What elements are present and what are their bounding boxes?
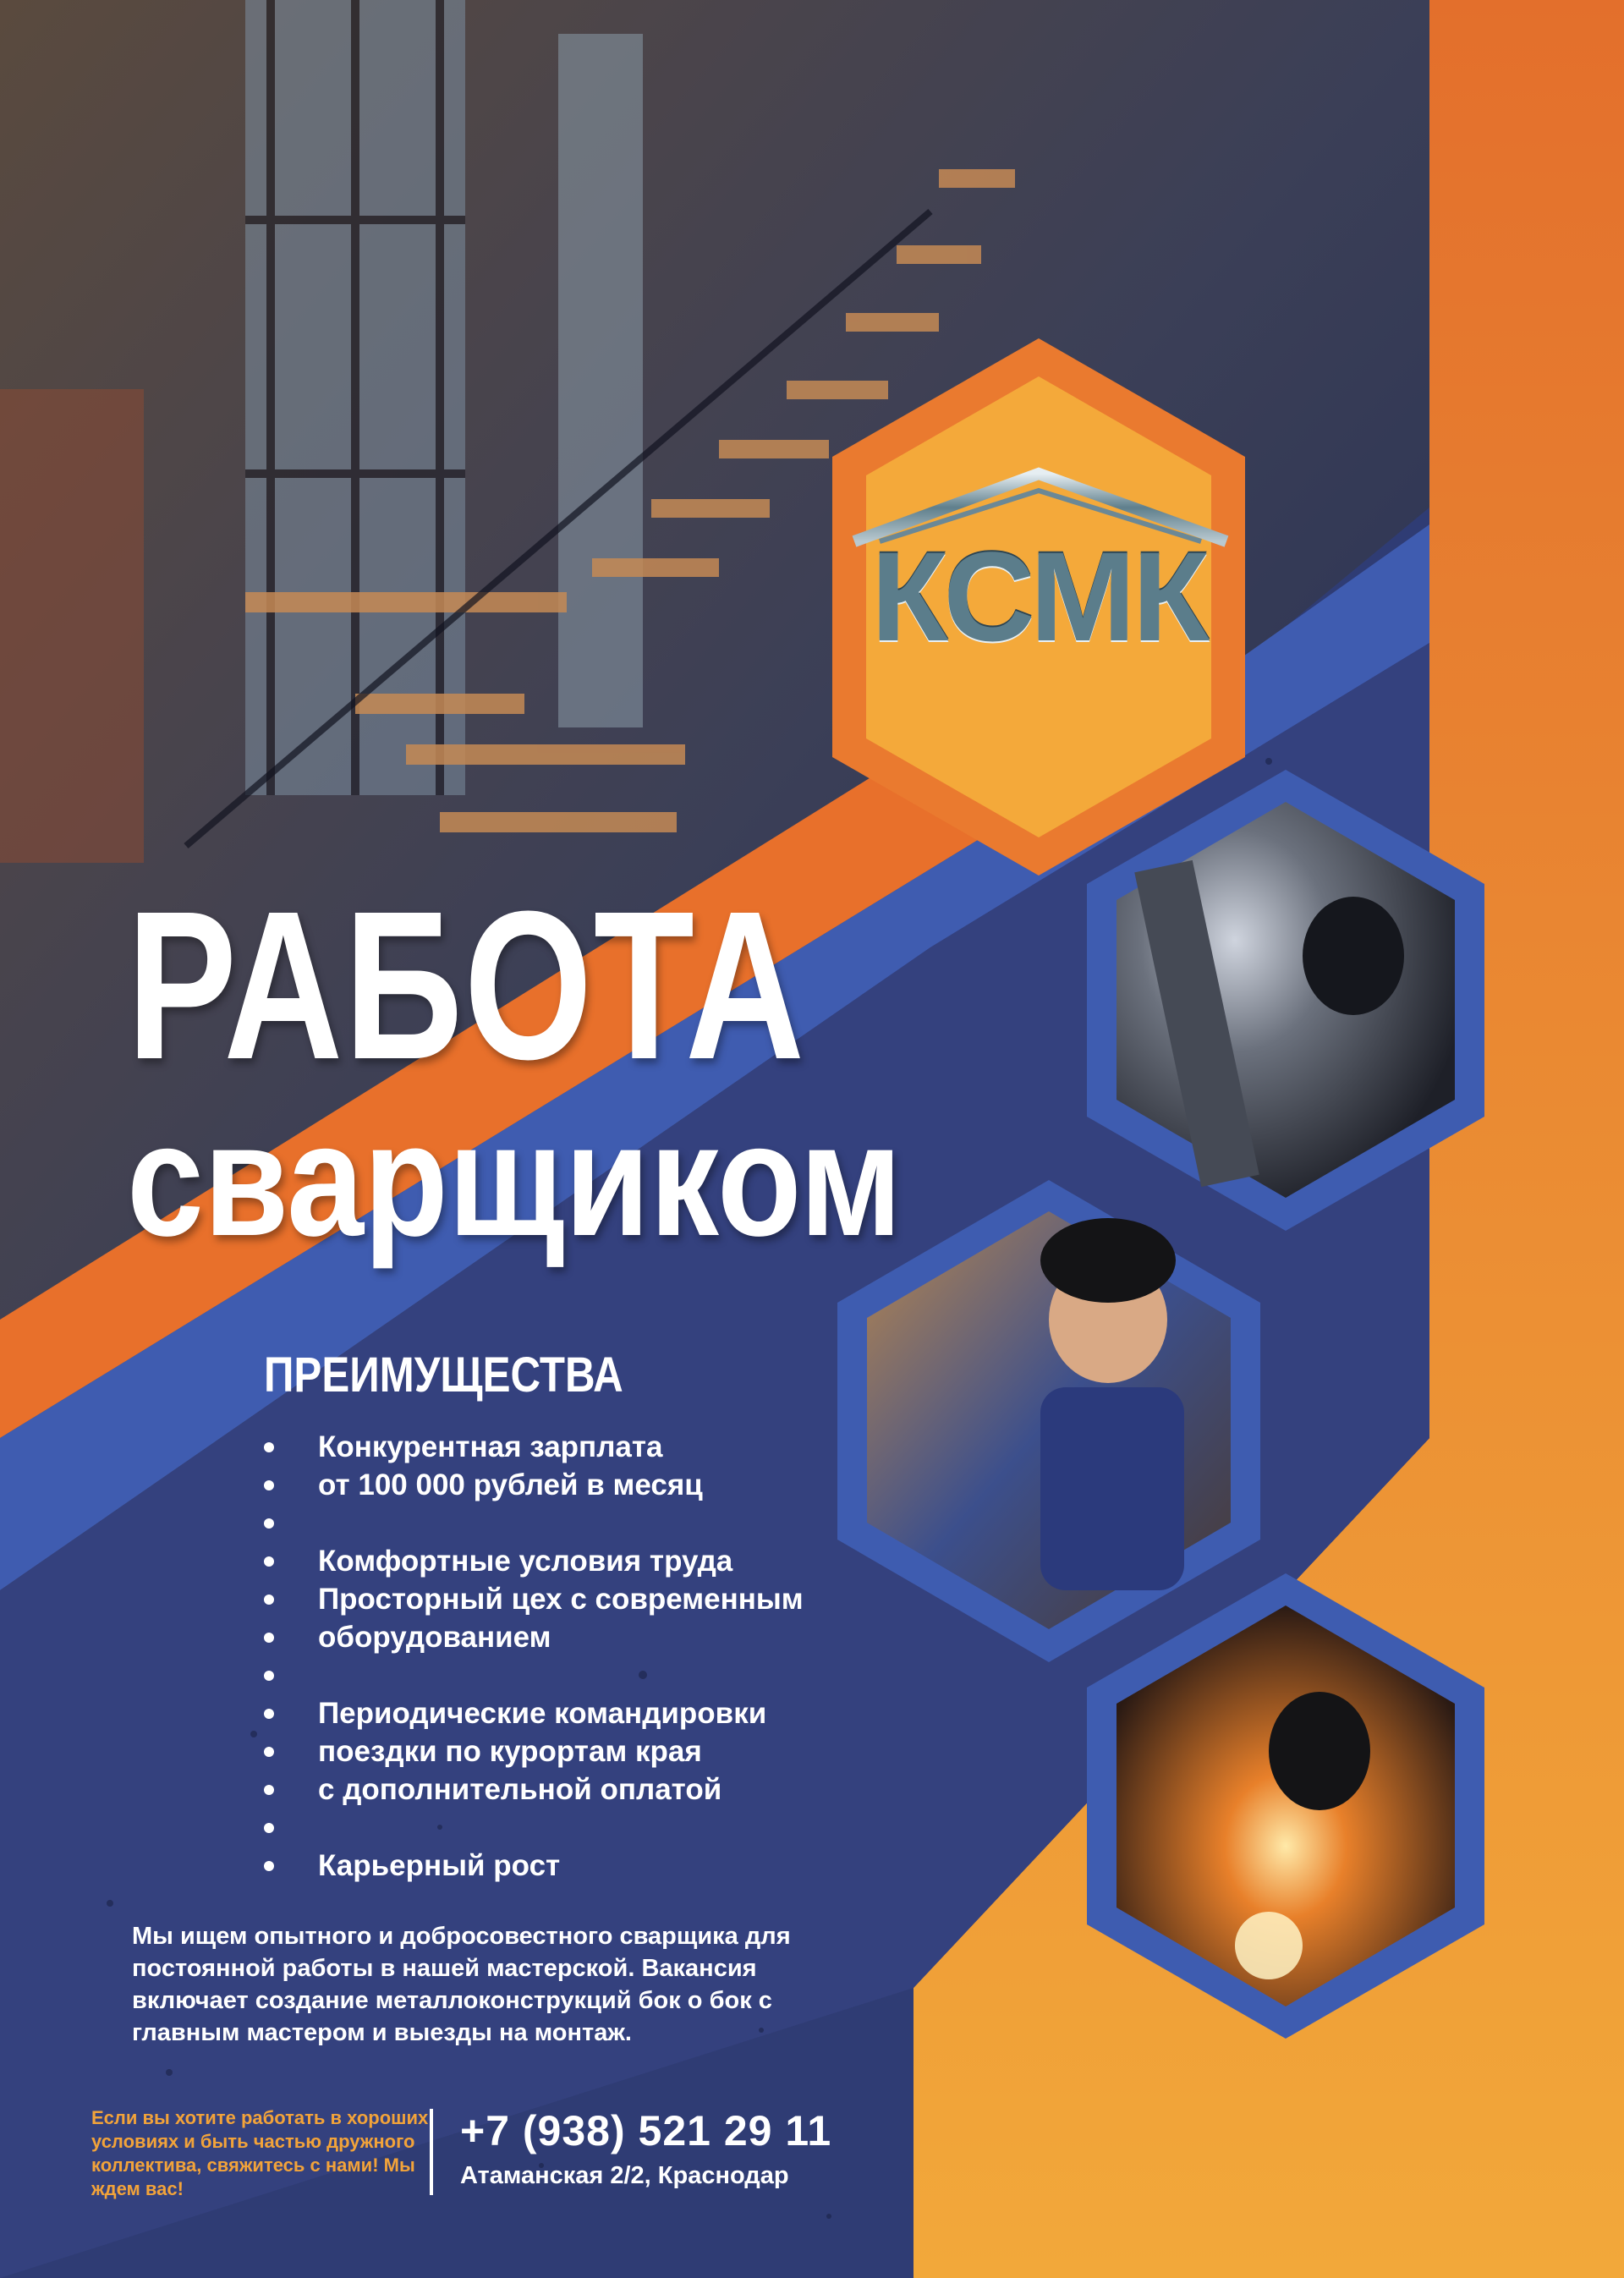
call-to-action: Если вы хотите работать в хороших условиях и быть частью дружного коллектива, свяжитесь с нами! Мы ждем вас! [91, 2107, 429, 2199]
phone-number[interactable]: +7 (938) 521 29 11 [460, 2107, 832, 2154]
company-logo [833, 525, 1244, 667]
list-item: Конкурентная зарплата [254, 1428, 1015, 1466]
contact-divider [430, 2109, 433, 2195]
list-item: Комфортные условия труда [254, 1542, 1015, 1580]
list-item: Карьерный рост [254, 1847, 1015, 1885]
list-item: с дополнительной оплатой [254, 1770, 1015, 1809]
logo-text: КСМК [870, 525, 1207, 667]
list-item [254, 1504, 1015, 1542]
headline-line2: сварщиком [127, 1090, 903, 1270]
advantages-heading: ПРЕИМУЩЕСТВА [264, 1348, 623, 1402]
list-item [254, 1656, 1015, 1694]
list-item: Просторный цех с современным [254, 1580, 1015, 1618]
advantages-list [254, 1428, 1015, 1885]
job-description: Мы ищем опытного и добросовестного сварщика для постоянной работы в нашей мастерской. Вакансия включает создание металлоконструкций бок о бок с главным мастером и выезды на монтаж. [132, 1923, 791, 2046]
list-item: от 100 000 рублей в месяц [254, 1466, 1015, 1504]
list-item: поездки по курортам края [254, 1732, 1015, 1770]
list-item: Периодические командировки [254, 1694, 1015, 1732]
headline-line1: РАБОТА [127, 867, 806, 1103]
address: Атаманская 2/2, Краснодар [460, 2162, 789, 2189]
list-item [254, 1809, 1015, 1847]
list-item: оборудованием [254, 1618, 1015, 1656]
